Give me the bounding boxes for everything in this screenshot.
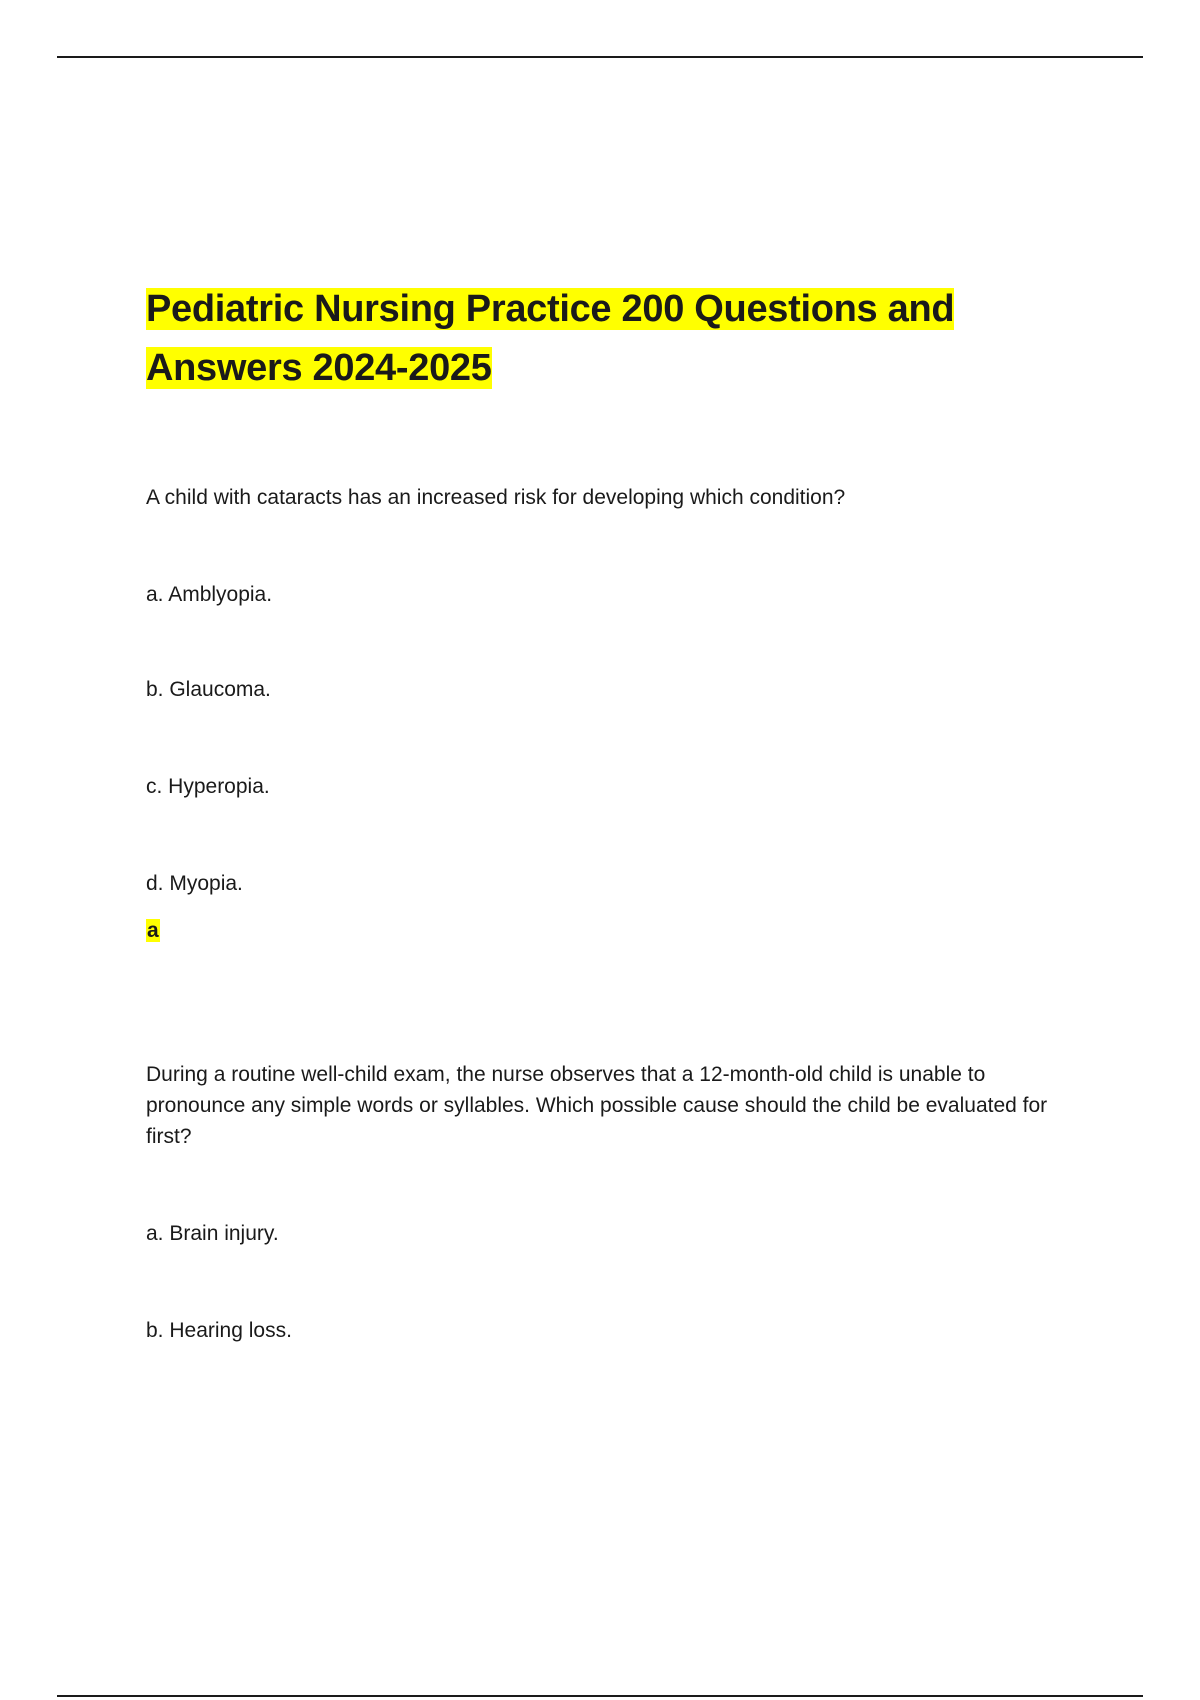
title-line-1: Pediatric Nursing Practice 200 Questions and (146, 288, 955, 330)
question-1-option-a: a. Amblyopia. (146, 583, 273, 606)
title-line-2: Answers 2024-2025 (146, 347, 492, 389)
document-body (146, 280, 1086, 1346)
question-2-option-a: a. Brain injury. (146, 1222, 279, 1245)
header-rule (57, 56, 1143, 58)
question-2-text: During a routine well-child exam, the nurse observes that a 12-month-old child is unable to pronounce any simple words or syllables. Which possible cause should the child be evaluated for first? (146, 1063, 1048, 1148)
footer-rule (57, 1695, 1143, 1697)
question-1-option-c: c. Hyperopia. (146, 775, 270, 798)
question-1-option-b: b. Glaucoma. (146, 678, 271, 701)
question-2-option-b: b. Hearing loss. (146, 1319, 292, 1342)
question-1-answer (146, 915, 1086, 946)
document-title (146, 280, 1086, 398)
question-1-option-d: d. Myopia. (146, 872, 243, 895)
answer-highlight: a (147, 919, 159, 942)
question-1-text: A child with cataracts has an increased risk for developing which condition? (146, 486, 846, 509)
